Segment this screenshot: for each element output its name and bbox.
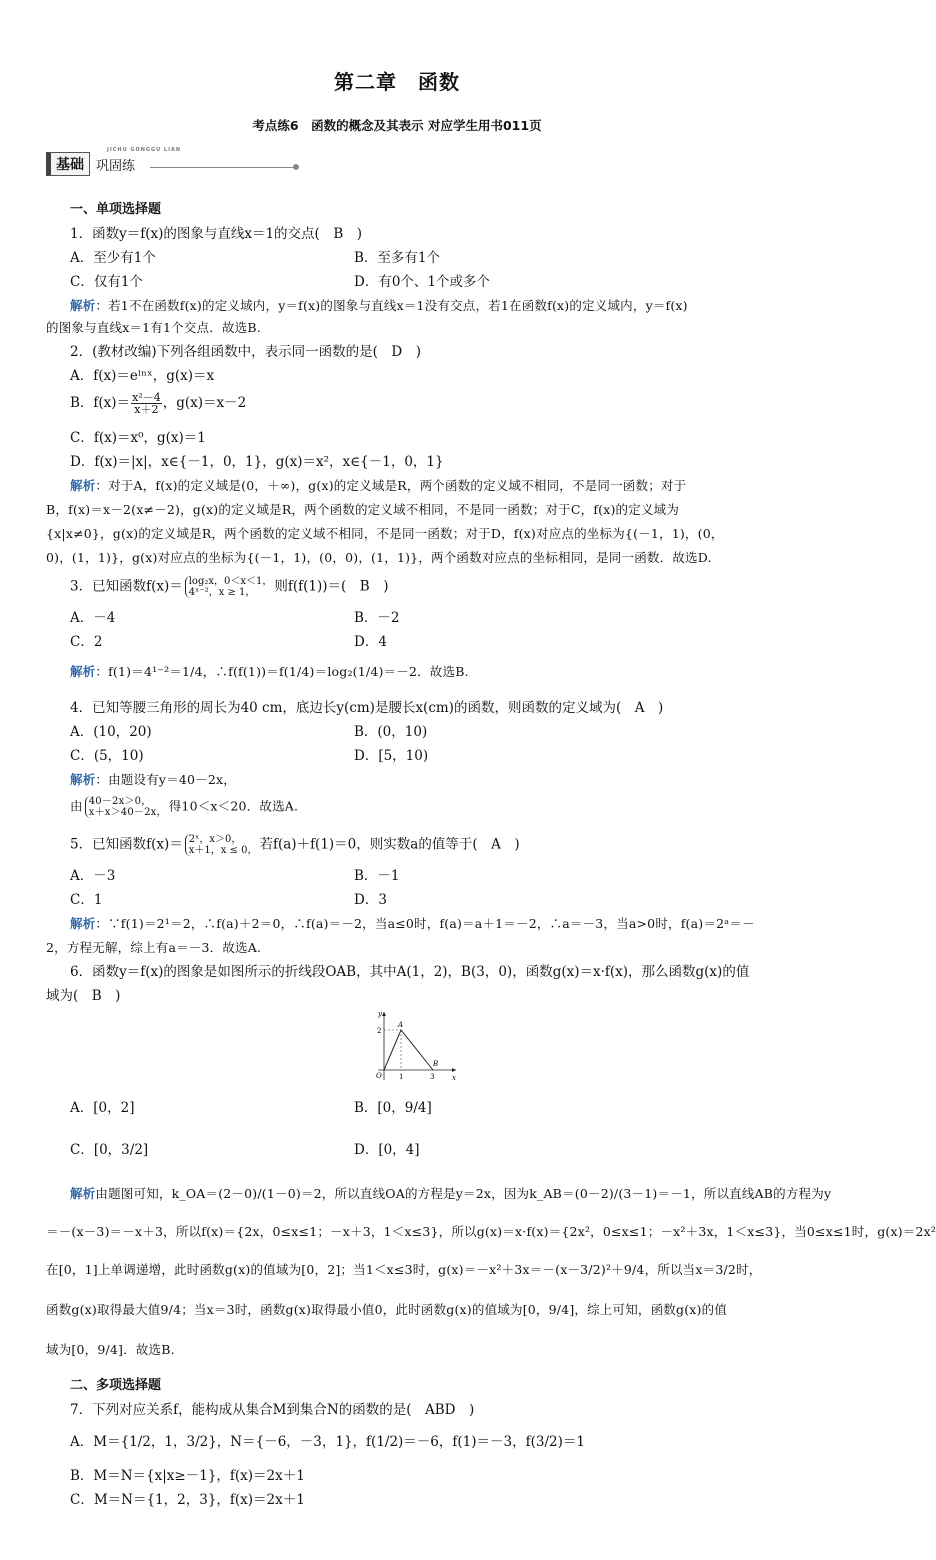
q5-option-c: C．1 <box>70 892 103 908</box>
q5-option-b: B．－1 <box>354 868 400 884</box>
origin-label: O <box>376 1072 382 1080</box>
q4-option-c: C．(5，10) <box>70 748 144 764</box>
y-label: y <box>378 1010 382 1018</box>
q7-option-b: B．M＝N＝{x|x≥－1}，f(x)＝2x＋1 <box>70 1468 305 1484</box>
q2-solution-line2: B，f(x)＝x－2(x≠－2)，g(x)的定义域是R，两个函数的定义域不相同，不是同一函数；对于C，f(x)的定义域为 <box>46 502 680 517</box>
page-subtitle: 考点练6 函数的概念及其表示 对应学生用书011页 <box>252 118 542 133</box>
q2-stem: 2．(教材改编)下列各组函数中，表示同一函数的是( D ) <box>70 344 421 360</box>
q6-solution-line4: 函数g(x)取得最大值9/4；当x＝3时，函数g(x)取得最小值0，此时函数g(x)的值域为[0，9/4]，综上可知，函数g(x)的值 <box>46 1302 728 1317</box>
q5-solution-line2: 2，方程无解，综上有a＝－3．故选A. <box>46 940 262 955</box>
q6-solution-line3: 在[0，1]上单调递增，此时函数g(x)的值域为[0，2]；当1＜x≤3时，g(x)＝－x²＋3x＝－(x－3/2)²＋9/4，所以当x＝3/2时， <box>46 1262 762 1277</box>
q7-option-c: C．M＝N＝{1，2，3}，f(x)＝2x＋1 <box>70 1492 305 1508</box>
point-b-label: B <box>433 1060 439 1068</box>
chapter-title: 第二章 函数 <box>334 70 460 94</box>
q3-option-b: B．－2 <box>354 610 400 626</box>
q3-stem: 3．已知函数f(x)＝ log₂x，0＜x＜1， 4ˣ⁻²，x ≥ 1， 则f(f(1))＝( B ) <box>70 576 389 598</box>
q5-stem: 5．已知函数f(x)＝ 2ˣ，x＞0， x＋1，x ≤ 0， 若f(a)＋f(1)＝0，则实数a的值等于( A ) <box>70 834 520 856</box>
section-badge <box>46 147 182 178</box>
q7-stem: 7．下列对应关系f，能构成从集合M到集合N的函数的是( ABD ) <box>70 1402 475 1418</box>
q5-option-d: D．3 <box>354 892 387 908</box>
q6-option-b: B．[0，9/4] <box>354 1100 432 1116</box>
q2-option-c: C．f(x)＝x⁰，g(x)＝1 <box>70 430 206 446</box>
section-multi-choice: 二、多项选择题 <box>70 1378 162 1393</box>
badge-divider <box>150 167 294 168</box>
q6-solution-line1: 解析由题图可知，k_OA＝(2－0)/(1－0)＝2，所以直线OA的方程是y＝2x，因为k_AB＝(0－2)/(3－1)＝－1，所以直线AB的方程为y <box>70 1186 832 1201</box>
polyline-oab <box>384 1030 433 1070</box>
q6-stem-line1: 6．函数y＝f(x)的图象是如图所示的折线段OAB，其中A(1，2)，B(3，0)，函数g(x)＝x·f(x)，那么函数g(x)的值 <box>70 964 750 980</box>
q3-option-d: D．4 <box>354 634 387 650</box>
y-axis-arrow-icon <box>382 1012 386 1016</box>
q1-option-b: B．至多有1个 <box>354 250 441 266</box>
q6-function-graph <box>370 1008 460 1084</box>
q5-option-a: A．－3 <box>70 868 116 884</box>
q1-solution-line2: 的图象与直线x＝1有1个交点．故选B. <box>46 320 261 335</box>
q2-solution-line3: {x|x≠0}，g(x)的定义域是R，两个函数的定义域不相同，不是同一函数；对于D，f(x)对应点的坐标为{(－1，1)，(0， <box>46 526 724 541</box>
q1-option-d: D．有0个、1个或多个 <box>354 274 491 290</box>
q6-stem-line2: 域为( B ) <box>46 988 121 1004</box>
point-a-label: A <box>398 1021 404 1029</box>
q6-solution-line2: ＝－(x－3)＝－x＋3，所以f(x)＝{2x，0≤x≤1；－x＋3，1＜x≤3}，所以g(x)＝x·f(x)＝{2x²，0≤x≤1；－x²＋3x，1＜x≤3}，当0≤x≤1时，g(x)＝2x² <box>46 1224 936 1239</box>
q1-stem: 1．函数y＝f(x)的图象与直线x＝1的交点( B ) <box>70 226 363 242</box>
tick-y-2: 2 <box>377 1027 382 1035</box>
q6-option-a: A．[0，2] <box>70 1100 135 1116</box>
q2-option-a: A．f(x)＝eˡⁿˣ，g(x)＝x <box>70 368 215 384</box>
q5-solution-line1: 解析：∵f(1)＝2¹＝2，∴f(a)＋2＝0，∴f(a)＝－2，当a≤0时，f(a)＝a＋1＝－2，∴a＝－3，当a>0时，f(a)＝2ᵃ＝－ <box>70 916 755 931</box>
x-label: x <box>452 1074 456 1082</box>
q3-option-c: C．2 <box>70 634 103 650</box>
q4-option-d: D．[5，10) <box>354 748 429 764</box>
q6-solution-line5: 域为[0，9/4]．故选B. <box>46 1342 175 1357</box>
badge-dot-icon <box>293 164 299 170</box>
badge-box: 基础 JICHU GONGGU LIAN <box>46 152 90 176</box>
section-single-choice: 一、单项选择题 <box>70 202 162 217</box>
q4-solution-line1: 解析：由题设有y＝40－2x， <box>70 772 236 787</box>
q4-option-b: B．(0，10) <box>354 724 428 740</box>
q3-option-a: A．－4 <box>70 610 116 626</box>
badge-label: 巩固练 <box>96 158 136 174</box>
q2-option-b: B．f(x)＝ $\frac{\text{x²－4}}{x+2}$ ，g(x)＝x－2 <box>70 391 247 416</box>
q1-solution-line1: 解析：若1不在函数f(x)的定义域内，y＝f(x)的图象与直线x＝1没有交点，若1在函数f(x)的定义域内，y＝f(x) <box>70 298 688 313</box>
x-axis-arrow-icon <box>452 1068 456 1072</box>
q4-solution-line2: 由 40－2x＞0， x＋x＞40－2x， 得10＜x＜20．故选A. <box>70 796 299 818</box>
q2-solution-line1: 解析：对于A，f(x)的定义域是(0，＋∞)，g(x)的定义域是R，两个函数的定义域不相同，不是同一函数；对于 <box>70 478 687 493</box>
tick-x-1: 1 <box>399 1073 404 1081</box>
q2-option-d: D．f(x)＝|x|，x∈{－1，0，1}，g(x)＝x²，x∈{－1，0，1} <box>70 454 444 470</box>
q6-option-d: D．[0，4] <box>354 1142 420 1158</box>
q3-solution: 解析：f(1)＝4¹⁻²＝1/4，∴f(f(1))＝f(1/4)＝log₂(1/4)＝－2．故选B. <box>70 664 469 679</box>
tick-x-3: 3 <box>430 1073 435 1081</box>
q7-option-a: A．M＝{1/2，1，3/2}，N＝{－6，－3，1}，f(1/2)＝－6，f(1)＝－3，f(3/2)＝1 <box>70 1434 585 1450</box>
q1-option-a: A．至少有1个 <box>70 250 156 266</box>
q1-option-c: C．仅有1个 <box>70 274 143 290</box>
q6-option-c: C．[0，3/2] <box>70 1142 149 1158</box>
q4-stem: 4．已知等腰三角形的周长为40 cm，底边长y(cm)是腰长x(cm)的函数，则函数的定义域为( A ) <box>70 700 664 716</box>
q2-solution-line4: 0)，(1，1)}，g(x)对应点的坐标为{(－1，1)，(0，0)，(1，1)}，两个函数对应点的坐标相同，是同一函数．故选D. <box>46 550 712 565</box>
q4-option-a: A．(10，20) <box>70 724 152 740</box>
